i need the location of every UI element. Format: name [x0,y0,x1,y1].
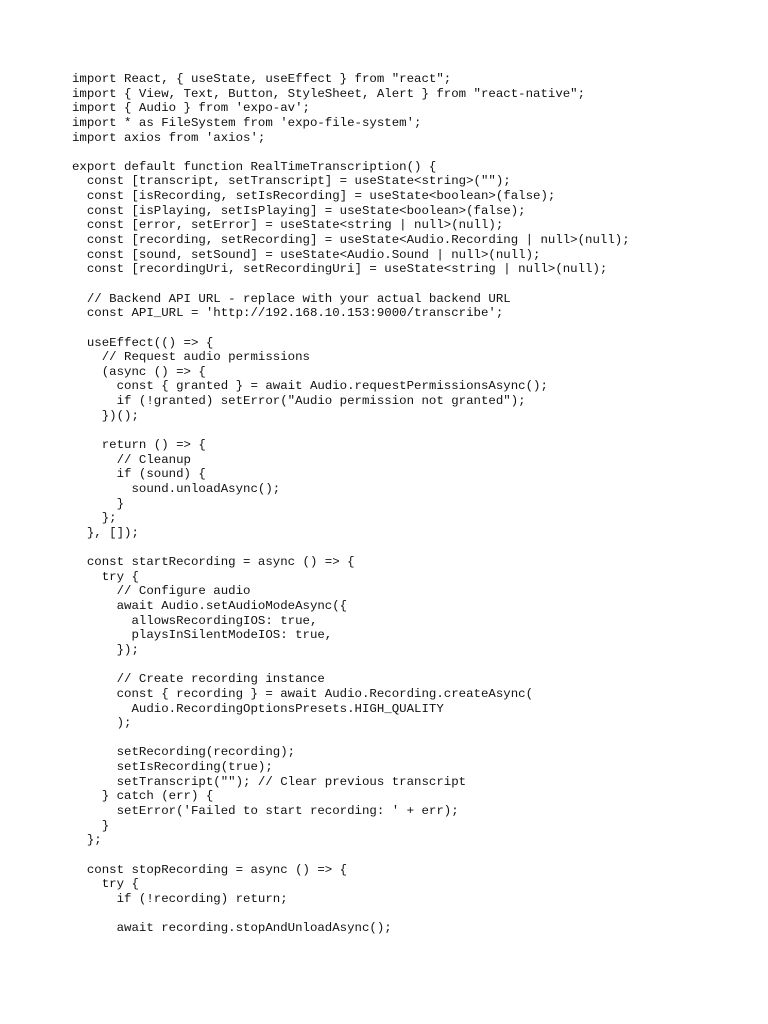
code-line: const { granted } = await Audio.requestPermissionsAsync(); [72,379,548,394]
code-line: allowsRecordingIOS: true, [72,613,318,628]
code-line [72,423,630,438]
code-line: return () => { [72,438,206,453]
code-line: try { [72,569,139,584]
code-line: setIsRecording(true); [72,760,273,775]
code-line [72,541,630,556]
code-line: await recording.stopAndUnloadAsync(); [72,921,392,936]
code-line: import { View, Text, Button, StyleSheet, Alert } from "react-native"; [72,86,586,101]
code-line: (async () => { [72,364,206,379]
code-line: // Configure audio [72,584,251,599]
code-block [72,72,630,936]
code-line [72,145,630,160]
code-line: }, []); [72,525,139,540]
code-line [72,848,630,863]
code-line: setError('Failed to start recording: ' + err); [72,804,459,819]
code-line: setTranscript(""); // Clear previous transcript [72,774,467,789]
code-line: Audio.RecordingOptionsPresets.HIGH_QUALITY [72,701,444,716]
code-line [72,321,630,336]
code-line: const startRecording = async () => { [72,555,355,570]
code-line: import { Audio } from 'expo-av'; [72,101,310,116]
code-line: } [72,818,110,833]
code-line: const [error, setError] = useState<string | null>(null); [72,218,504,233]
code-line: // Request audio permissions [72,350,310,365]
code-line: try { [72,877,139,892]
code-line: }); [72,642,139,657]
code-line: // Backend API URL - replace with your actual backend URL [72,291,511,306]
code-line: } catch (err) { [72,789,214,804]
code-line: if (sound) { [72,467,206,482]
code-line: if (!recording) return; [72,891,288,906]
code-line: import * as FileSystem from 'expo-file-system'; [72,115,422,130]
code-line [72,658,630,673]
code-line: import React, { useState, useEffect } from "react"; [72,72,452,86]
code-line: const stopRecording = async () => { [72,862,348,877]
code-line: sound.unloadAsync(); [72,481,281,496]
code-line: const [isRecording, setIsRecording] = useState<boolean>(false); [72,189,556,204]
code-line [72,277,630,292]
code-line: const [transcript, setTranscript] = useState<string>(""); [72,174,511,189]
code-line [72,731,630,746]
code-line: const API_URL = 'http://192.168.10.153:9000/transcribe'; [72,306,504,321]
code-line: } [72,496,125,511]
code-line: export default function RealTimeTranscription() { [72,159,437,174]
code-line: if (!granted) setError("Audio permission not granted"); [72,394,526,409]
code-line: const [recording, setRecording] = useState<Audio.Recording | null>(null); [72,233,630,248]
code-line [72,907,630,922]
code-line: })(); [72,408,139,423]
code-line: playsInSilentModeIOS: true, [72,628,333,643]
code-line: // Create recording instance [72,672,325,687]
code-line: setRecording(recording); [72,745,296,760]
code-line: const [isPlaying, setIsPlaying] = useState<boolean>(false); [72,203,526,218]
code-line: ); [72,716,132,731]
code-line: // Cleanup [72,452,191,467]
code-line: }; [72,511,117,526]
code-line: const [sound, setSound] = useState<Audio.Sound | null>(null); [72,247,541,262]
code-line: import axios from 'axios'; [72,130,266,145]
code-line: const [recordingUri, setRecordingUri] = useState<string | null>(null); [72,262,608,277]
code-line: useEffect(() => { [72,335,214,350]
code-line: }; [72,833,102,848]
code-line: const { recording } = await Audio.Recording.createAsync( [72,686,534,701]
code-line: await Audio.setAudioModeAsync({ [72,599,348,614]
